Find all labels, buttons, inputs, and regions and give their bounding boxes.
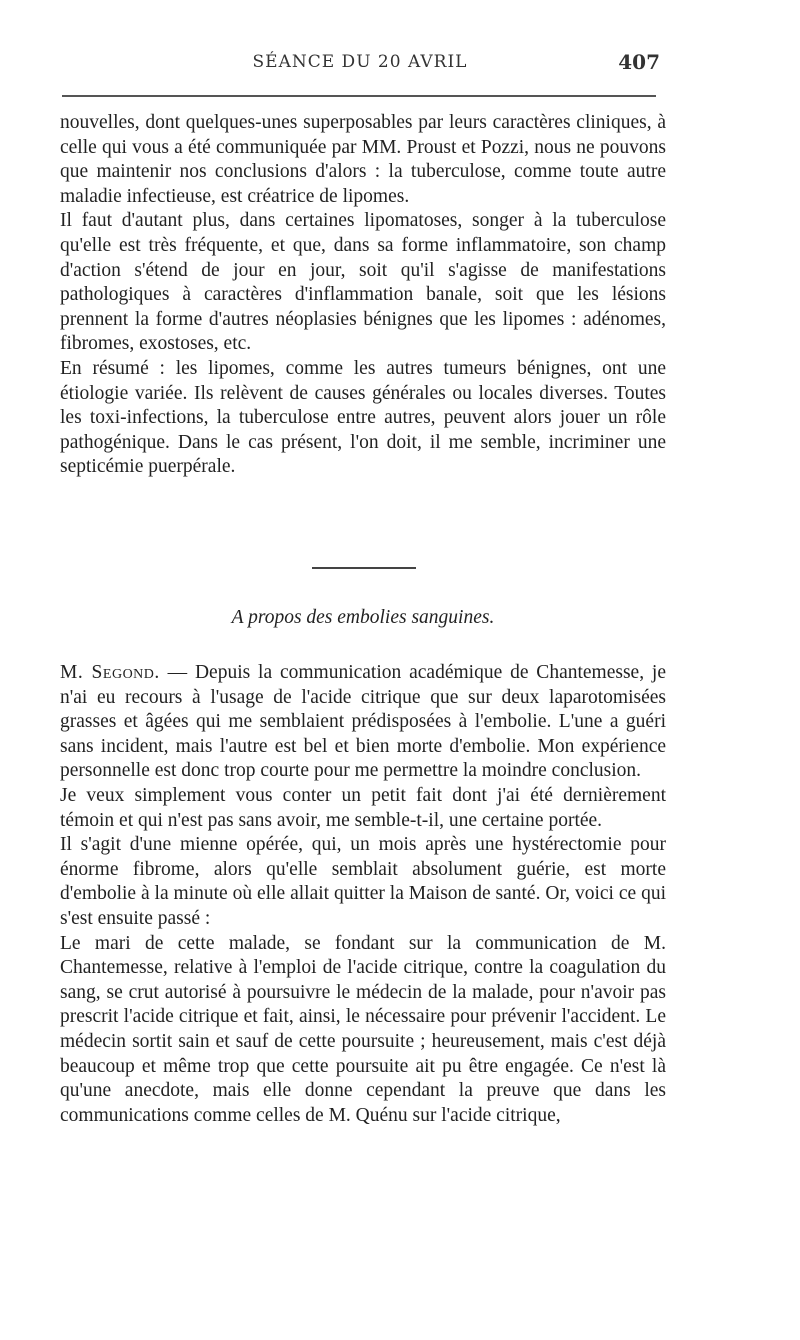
running-title: SÉANCE DU 20 AVRIL (252, 52, 468, 72)
paragraph-operee: Il s'agit d'une mienne opérée, qui, un mois après une hystérectomie pour énorme fibrome, alors qu'elle semblait absolument guérie, est morte d'embolie à la minute où elle allait quitter la Maison de santé. Or, voici ce qui s'est ensuite passé : (60, 834, 666, 929)
paragraph-petit-fait: Je veux simplement vous conter un petit fait dont j'ai été dernièrement témoin et qui n'est pas sans avoir, me semble-t-il, une certaine portée. (60, 784, 666, 831)
section-heading: A propos des embolies sanguines. (231, 607, 495, 628)
section-separator (312, 567, 416, 569)
paragraph-segond-text: — Depuis la communication académique de Chantemesse, je n'ai eu recours à l'usage de l'acide citrique que sur deux laparotomisées grasses et âgées qui me semblaient prédisposées à l'embolie. L'une a guéri sans incident, mais l'autre est bel et bien morte d'embolie. Mon expérience personnelle est donc trop courte pour me permettre la moindre conclusion. (60, 662, 666, 782)
text-block-lipomes (60, 111, 666, 480)
header-rule (62, 95, 656, 97)
speaker-name: M. Segond. (60, 662, 160, 683)
paragraph-segond-intro (60, 661, 666, 784)
text-block-embolies (60, 661, 666, 1128)
paragraph-tuberculose: Il faut d'autant plus, dans certaines lipomatoses, songer à la tuberculose qu'elle est très fréquente, et que, dans sa forme inflammatoire, son champ d'action s'étend de jour en jour, soit qu'il s'agisse de manifestations pathologiques à caractères d'inflammation banale, soit que les lésions prennent la forme d'autres néoplasies bénignes que les lipomes : adénomes, fibromes, exostoses, etc. (60, 210, 666, 355)
page-number: 407 (618, 50, 660, 74)
paragraph-resume: En résumé : les lipomes, comme les autres tumeurs bénignes, ont une étiologie variée. Ils relèvent de causes générales ou locales diverses. Toutes les toxi-infections, la tuberculose entre autres, peuvent alors jouer un rôle pathogénique. Dans le cas présent, l'on doit, il me semble, incriminer une septicémie puerpérale. (60, 357, 666, 478)
paragraph-mari: Le mari de cette malade, se fondant sur la communication de M. Chantemesse, relative à l'emploi de l'acide citrique, contre la coagulation du sang, se crut autorisé à poursuivre le médecin de la malade, pour n'avoir pas prescrit l'acide citrique et fait, ainsi, le nécessaire pour prévenir l'accident. Le médecin sortit sain et sauf de cette poursuite ; heureusement, mais c'est déjà beaucoup et même trop que cette poursuite ait pu être engagée. Ce n'est là qu'une anecdote, mais elle donne cependant la preuve que dans les communications comme celles de M. Quénu sur l'acide citrique, (60, 932, 666, 1126)
page-header (60, 52, 660, 78)
paragraph-continuation: nouvelles, dont quelques-unes superposables par leurs caractères cliniques, à celle qui vous a été communiquée par MM. Proust et Pozzi, nous ne pouvons que maintenir nos conclusions d'alors : la tuberculose, comme toute autre maladie infectieuse, est créatrice de lipomes. (60, 112, 666, 207)
